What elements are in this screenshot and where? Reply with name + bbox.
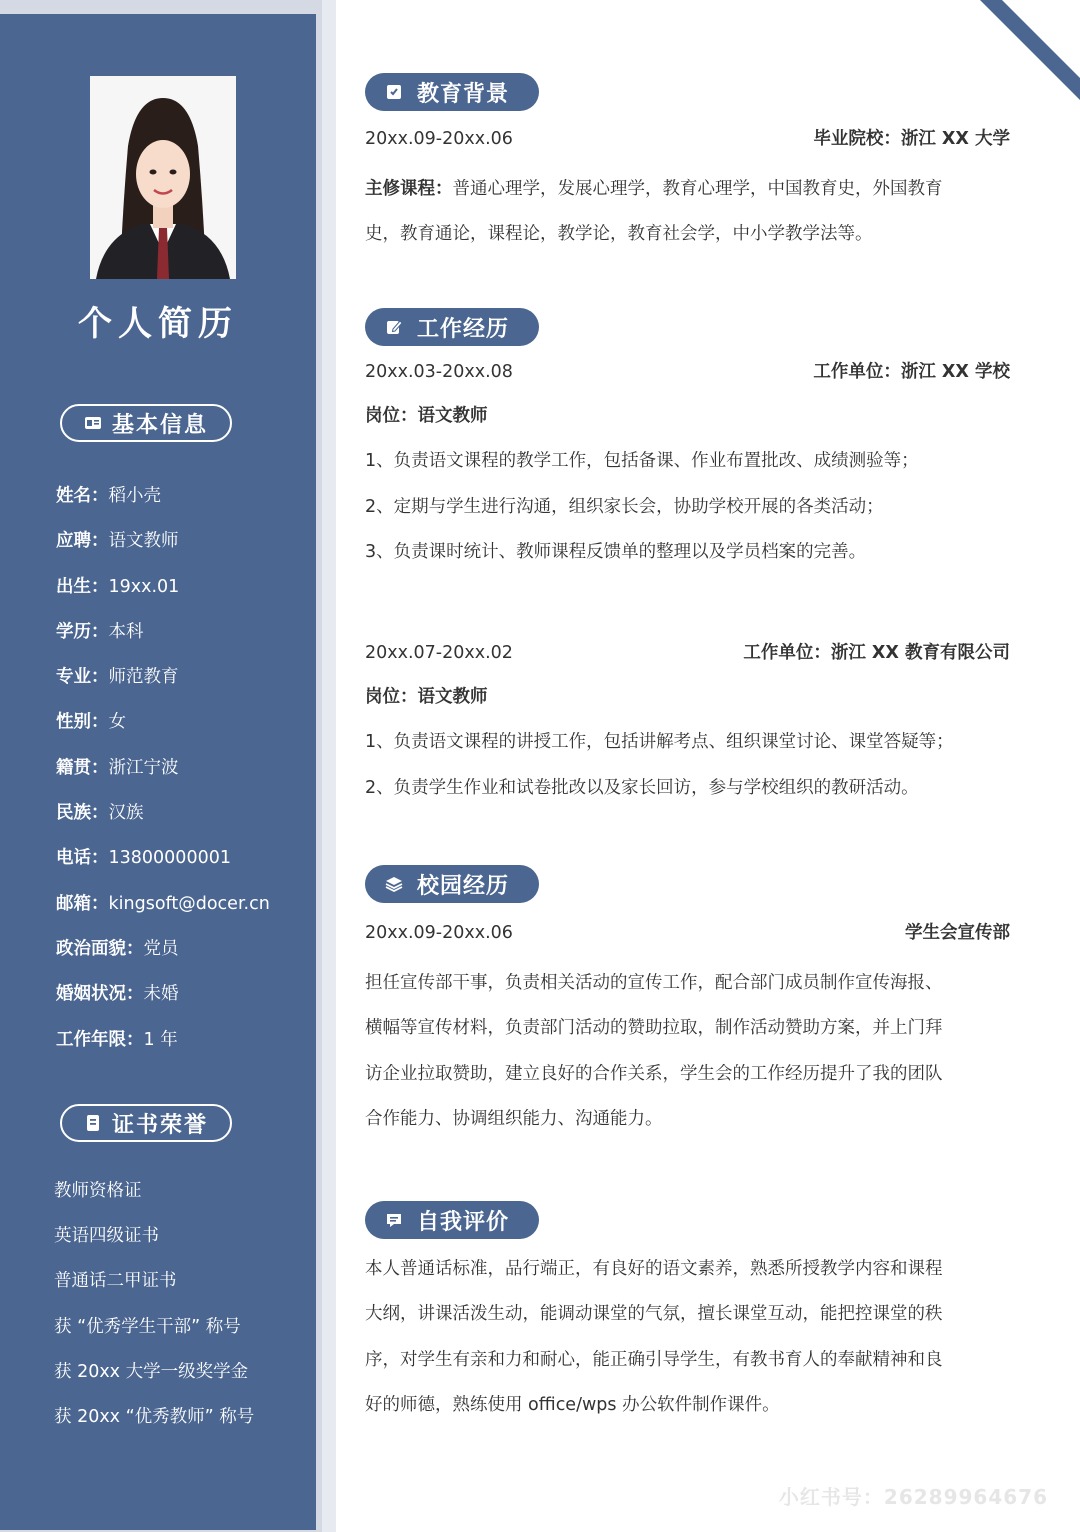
education-date: 20xx.09-20xx.06 [365,129,513,149]
self-eval-heading-label: 自我评价 [417,1209,510,1235]
watermark: 小红书号：26289964676 [778,1485,1048,1509]
self-eval-description [365,1247,1010,1428]
campus-line-4: 合作能力、协调组织能力、沟通能力。 [365,1108,663,1129]
cert-list [54,1169,314,1440]
work-section [365,308,1010,811]
edit-icon [385,318,403,336]
job-2-duty-1: 1、负责语文课程的讲授工作，包括讲解考点、组织课堂讨论、课堂答疑等； [365,732,954,753]
info-ethnicity: 民族：汉族 [56,803,144,824]
courses-line-2: 史，教育通论，课程论，教学论，教育社会学，中小学教学法等。 [365,224,873,245]
self-eval-section [365,1201,1010,1428]
info-birth: 出生：19xx.01 [56,576,180,597]
work-heading-label: 工作经历 [417,316,510,342]
job-1-duty-1: 1、负责语文课程的教学工作，包括备课、作业布置批改、成绩测验等； [365,451,919,472]
info-name: 姓名：稻小壳 [56,486,161,506]
basic-info-heading-label: 基本信息 [111,412,208,438]
job-2-duty-2: 2、负责学生作业和试卷批改以及家长回访，参与学校组织的教研活动。 [365,777,919,798]
job-2-unit: 工作单位：浙江 XX 教育有限公司 [743,643,1010,664]
campus-heading [365,865,539,903]
self-eval-line-3: 序，对学生有亲和力和耐心，能正确引导学生，有教书育人的奉献精神和良 [365,1349,943,1370]
job-1-duty-3: 3、负责课时统计、教师课程反馈单的整理以及学员档案的完善。 [365,541,867,562]
list-item: 获 20xx 大学一级奖学金 [54,1361,249,1382]
cert-heading-label: 证书荣誉 [111,1112,208,1138]
job-1-date: 20xx.03-20xx.08 [365,362,513,382]
list-item: 获 “优秀学生干部” 称号 [54,1316,241,1337]
campus-heading-label: 校园经历 [417,873,510,899]
comment-icon [385,1211,403,1229]
list-item: 普通话二甲证书 [54,1271,177,1292]
id-card-icon [84,414,102,432]
job-1-unit: 工作单位：浙江 XX 学校 [813,362,1010,382]
campus-line-2: 横幅等宣传材料，负责部门活动的赞助拉取，制作活动赞助方案，并上门拜 [365,1018,943,1039]
self-eval-line-1: 本人普通话标准，品行端正，有良好的语文素养，熟悉所授教学内容和课程 [365,1259,943,1279]
resume-title: 个人简历 [78,304,238,344]
job-2-date: 20xx.07-20xx.02 [365,643,513,664]
book-icon [385,83,403,101]
campus-description [365,961,1010,1142]
job-1-duty-2: 2、定期与学生进行沟通，组织家长会，协助学校开展的各类活动； [365,496,884,517]
job-2-details [365,675,1010,811]
campus-section [365,865,1010,1142]
job-1-details [365,394,1010,575]
campus-line-1: 担任宣传部干事，负责相关活动的宣传工作，配合部门成员制作宣传海报、 [365,973,943,993]
work-heading [365,308,539,346]
self-eval-heading [365,1201,539,1239]
info-political: 政治面貌：党员 [56,938,179,959]
education-heading [365,73,539,111]
job-2-row [365,641,1010,665]
info-marital: 婚姻状况：未婚 [56,984,179,1005]
education-section [365,73,1010,258]
list-item: 教师资格证 [54,1181,142,1201]
education-courses [365,167,1010,258]
portrait-illustration [90,76,236,279]
campus-date: 20xx.09-20xx.06 [365,923,513,943]
education-school: 毕业院校：浙江 XX 大学 [813,129,1010,149]
profile-photo [90,76,236,279]
sidebar [0,14,316,1530]
campus-row [365,921,1010,945]
info-major: 专业：师范教育 [56,667,179,688]
info-email: 邮箱：kingsoft@docer.cn [56,893,270,914]
cert-heading [60,1104,232,1142]
info-hometown: 籍贯：浙江宁波 [56,757,179,778]
list-item: 获 20xx “优秀教师” 称号 [54,1406,255,1427]
info-experience-years: 工作年限：1 年 [56,1029,178,1050]
list-item: 英语四级证书 [54,1226,159,1247]
layers-icon [385,875,403,893]
education-heading-label: 教育背景 [417,81,510,107]
certificate-icon [84,1114,102,1132]
info-phone: 电话：13800000001 [56,848,231,869]
info-degree: 学历：本科 [56,621,144,642]
campus-line-3: 访企业拉取赞助，建立良好的合作关系，学生会的工作经历提升了我的团队 [365,1063,943,1084]
courses-line-1: 主修课程：普通心理学，发展心理学，教育心理学，中国教育史，外国教育 [365,179,943,199]
job-1-post: 岗位：语文教师 [365,406,488,426]
self-eval-line-2: 大纲，讲课活泼生动，能调动课堂的气氛，擅长课堂互动，能把控课堂的秩 [365,1304,943,1325]
job-2-post: 岗位：语文教师 [365,687,488,708]
basic-info-list [56,474,316,1063]
info-position: 应聘：语文教师 [56,531,179,552]
self-eval-line-4: 好的师德，熟练使用 office/wps 办公软件制作课件。 [365,1394,780,1415]
campus-org: 学生会宣传部 [905,923,1010,943]
job-1-row [365,360,1010,384]
basic-info-heading [60,404,232,442]
education-row [365,127,1010,151]
sidebar-stripe [322,0,336,1532]
info-gender: 性别：女 [56,712,126,733]
